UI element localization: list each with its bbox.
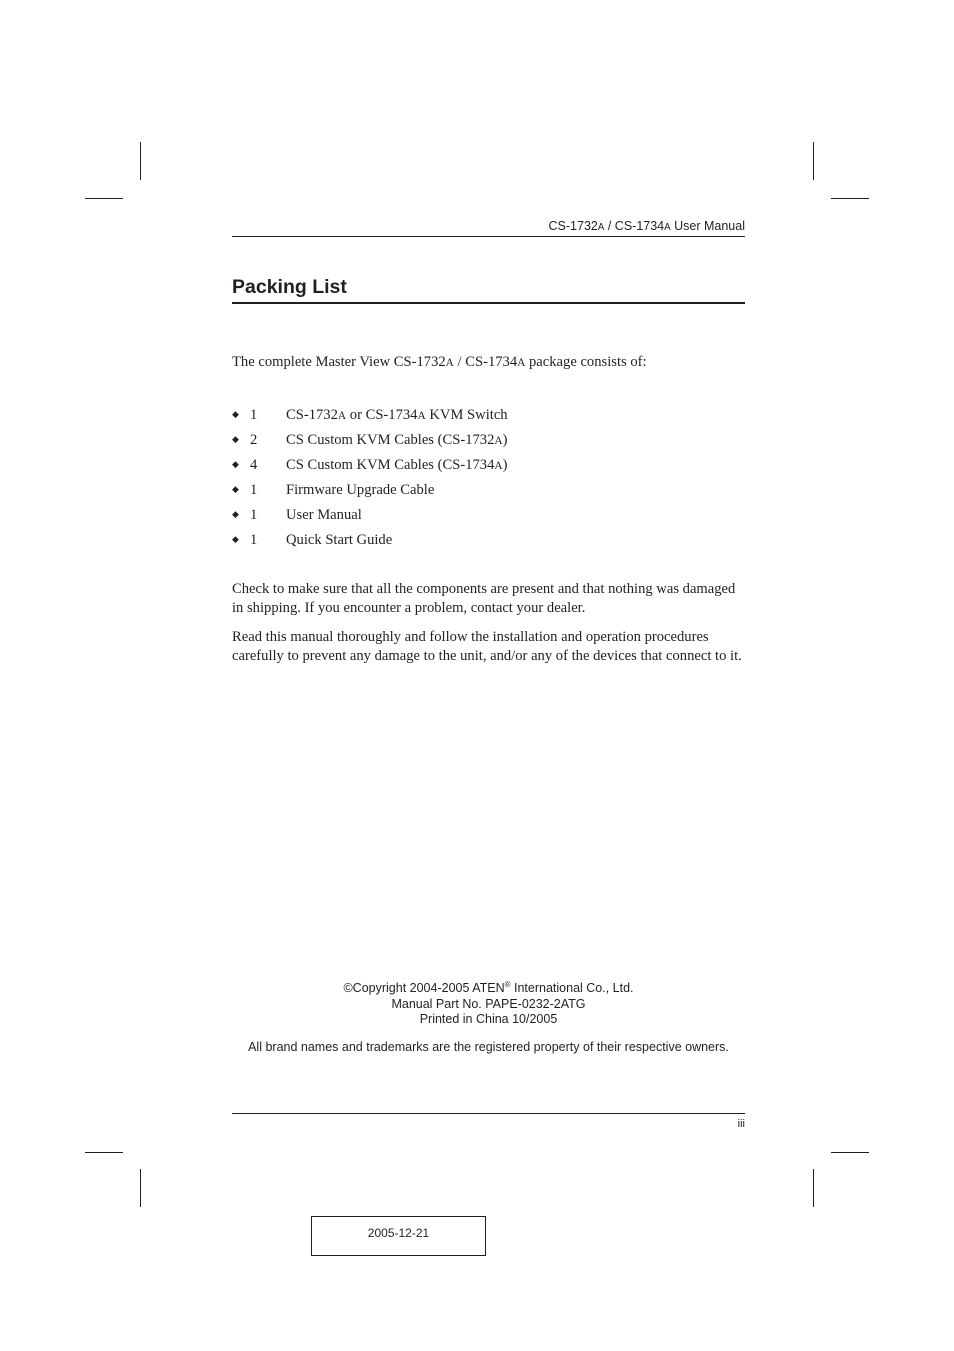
- intro-after: package consists of:: [525, 354, 647, 370]
- check-components-paragraph: Check to make sure that all the components are present and that nothing was damaged in shipping. If you encounter a problem, contact your dealer.: [232, 581, 736, 616]
- item-quantity: 1: [250, 482, 258, 498]
- item-suffix: A: [417, 410, 426, 422]
- diamond-bullet-icon: ◆: [232, 484, 239, 494]
- crop-mark-bottom-right-horizontal: [831, 1152, 869, 1153]
- item-description: Quick Start Guide: [286, 532, 393, 548]
- intro-suffix-b: A: [517, 357, 526, 369]
- item-quantity: 1: [250, 407, 258, 423]
- registered-mark: ®: [504, 980, 511, 989]
- item-text: CS-1732: [286, 407, 338, 423]
- intro-mid: / CS-1734: [453, 354, 518, 370]
- item-quantity: 1: [250, 507, 258, 523]
- item-quantity: 4: [250, 457, 258, 473]
- trademark-note: All brand names and trademarks are the registered property of their respective owners.: [248, 1040, 729, 1054]
- header-model-a: CS-1732: [548, 219, 598, 233]
- item-description: User Manual: [286, 507, 362, 523]
- header-title: User Manual: [670, 219, 745, 233]
- item-suffix: A: [337, 410, 347, 422]
- diamond-bullet-icon: ◆: [232, 434, 239, 444]
- crop-mark-top-right-vertical: [813, 142, 814, 180]
- page-title: Packing List: [232, 276, 347, 298]
- item-description: [286, 456, 507, 476]
- intro-before: The complete Master View CS-1732: [232, 354, 446, 370]
- header-rule: [232, 236, 745, 237]
- crop-mark-top-left-horizontal: [85, 198, 123, 199]
- date-stamp: 2005-12-21: [311, 1216, 486, 1256]
- crop-mark-bottom-right-vertical: [813, 1169, 814, 1207]
- header-suffix-a: A: [597, 222, 605, 233]
- item-text: ): [502, 457, 508, 473]
- running-header: [232, 219, 745, 233]
- crop-mark-bottom-left-horizontal: [85, 1152, 123, 1153]
- diamond-bullet-icon: ◆: [232, 509, 239, 519]
- list-item: [232, 481, 508, 506]
- crop-mark-bottom-left-vertical: [140, 1169, 141, 1207]
- header-suffix-b: A: [664, 222, 671, 233]
- item-suffix: A: [494, 460, 503, 472]
- item-description: [286, 406, 508, 426]
- item-text: ): [502, 432, 508, 448]
- list-item: [232, 506, 508, 531]
- part-number: Manual Part No. PAPE-0232-2ATG: [391, 996, 586, 1011]
- item-suffix: A: [494, 435, 503, 447]
- printed-in: Printed in China 10/2005: [419, 1012, 558, 1027]
- item-text: CS Custom KVM Cables (CS-1734: [286, 457, 495, 473]
- item-quantity: 1: [250, 532, 258, 548]
- diamond-bullet-icon: ◆: [232, 409, 239, 419]
- copyright-company: International Co., Ltd.: [510, 981, 634, 996]
- item-text: CS Custom KVM Cables (CS-1732: [286, 432, 495, 448]
- list-item: [232, 531, 508, 556]
- item-description: [286, 431, 507, 451]
- page-number: iii: [737, 1118, 745, 1130]
- item-text: KVM Switch: [425, 407, 508, 423]
- copyright-block: [232, 977, 745, 1028]
- intro-suffix-a: A: [445, 357, 454, 369]
- read-manual-paragraph: Read this manual thoroughly and follow the installation and operation procedures carefully to prevent any damage to the unit, and/or any of the devices that connect to it.: [232, 629, 742, 664]
- footer-rule: [232, 1113, 745, 1114]
- packing-list: [232, 406, 508, 556]
- list-item: [232, 456, 508, 481]
- crop-mark-top-right-horizontal: [831, 198, 869, 199]
- header-separator: /: [604, 219, 615, 233]
- title-rule: [232, 302, 745, 304]
- list-item: [232, 431, 508, 456]
- header-model-b: CS-1734: [614, 219, 665, 233]
- diamond-bullet-icon: ◆: [232, 459, 239, 469]
- intro-text: [232, 353, 647, 373]
- copyright-text: ©Copyright 2004-2005 ATEN: [343, 981, 505, 996]
- item-quantity: 2: [250, 432, 258, 448]
- crop-mark-top-left-vertical: [140, 142, 141, 180]
- item-text: or CS-1734: [346, 407, 418, 423]
- diamond-bullet-icon: ◆: [232, 534, 239, 544]
- item-description: Firmware Upgrade Cable: [286, 482, 435, 498]
- copyright-line: [232, 977, 745, 997]
- list-item: [232, 406, 508, 431]
